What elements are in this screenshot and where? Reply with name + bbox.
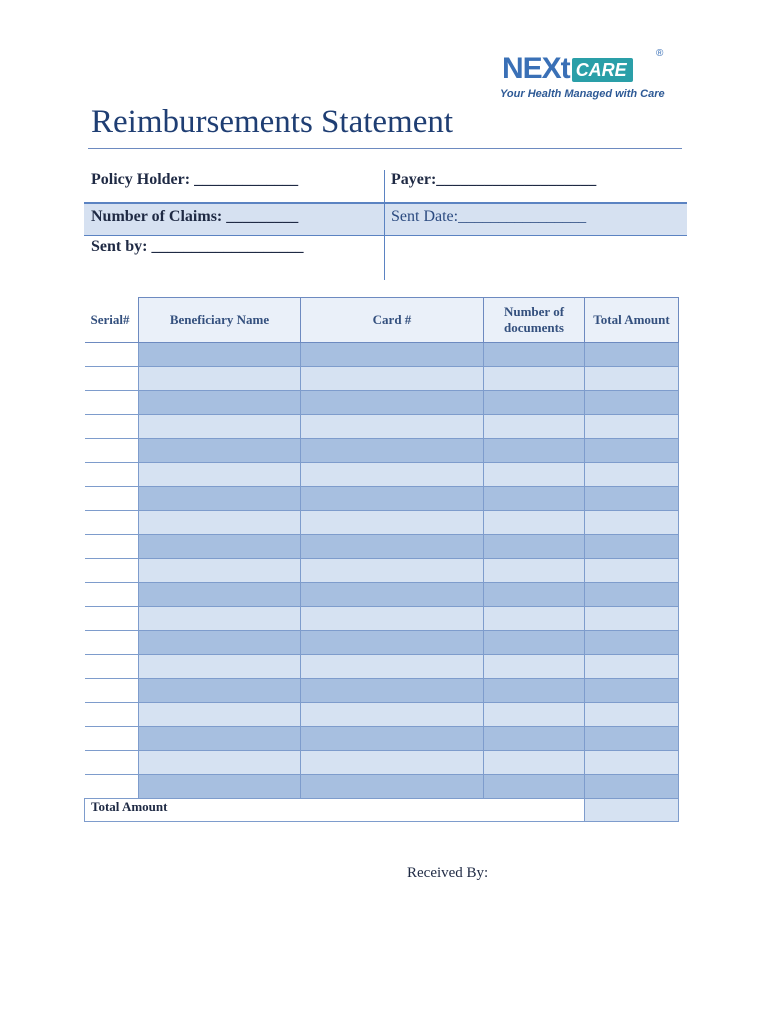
total-amount-label: Total Amount [85, 799, 585, 822]
table-row [85, 559, 679, 583]
cell-beneficiary-name[interactable] [139, 655, 301, 679]
column-header-serial: Serial# [85, 298, 139, 343]
cell-number-of-documents[interactable] [484, 511, 585, 535]
table-row [85, 511, 679, 535]
table-row [85, 415, 679, 439]
cell-card[interactable] [301, 343, 484, 367]
cell-number-of-documents[interactable] [484, 391, 585, 415]
cell-serial[interactable] [85, 775, 139, 799]
table-row [85, 655, 679, 679]
cell-total-amount[interactable] [585, 751, 679, 775]
cell-number-of-documents[interactable] [484, 679, 585, 703]
cell-total-amount[interactable] [585, 679, 679, 703]
cell-serial[interactable] [85, 511, 139, 535]
cell-card[interactable] [301, 703, 484, 727]
cell-card[interactable] [301, 583, 484, 607]
cell-beneficiary-name[interactable] [139, 463, 301, 487]
claims-table [84, 297, 679, 822]
cell-beneficiary-name[interactable] [139, 391, 301, 415]
info-row-1 [84, 166, 687, 202]
cell-card[interactable] [301, 727, 484, 751]
cell-beneficiary-name[interactable] [139, 439, 301, 463]
cell-number-of-documents[interactable] [484, 343, 585, 367]
cell-serial[interactable] [85, 343, 139, 367]
cell-serial[interactable] [85, 679, 139, 703]
cell-card[interactable] [301, 511, 484, 535]
cell-beneficiary-name[interactable] [139, 583, 301, 607]
cell-serial[interactable] [85, 583, 139, 607]
cell-beneficiary-name[interactable] [139, 775, 301, 799]
cell-serial[interactable] [85, 727, 139, 751]
cell-total-amount[interactable] [585, 463, 679, 487]
cell-beneficiary-name[interactable] [139, 367, 301, 391]
claims-table-body [85, 343, 679, 799]
cell-total-amount[interactable] [585, 439, 679, 463]
cell-card[interactable] [301, 607, 484, 631]
info-row-2 [84, 202, 687, 236]
cell-total-amount[interactable] [585, 775, 679, 799]
table-row [85, 535, 679, 559]
cell-number-of-documents[interactable] [484, 559, 585, 583]
cell-total-amount[interactable] [585, 367, 679, 391]
cell-serial[interactable] [85, 751, 139, 775]
table-row [85, 583, 679, 607]
payer-field[interactable]: Payer:____________________ [391, 171, 597, 188]
cell-card[interactable] [301, 367, 484, 391]
cell-serial[interactable] [85, 631, 139, 655]
cell-card[interactable] [301, 679, 484, 703]
policy-holder-field[interactable]: Policy Holder: _____________ [91, 171, 299, 188]
cell-number-of-documents[interactable] [484, 487, 585, 511]
sent-date-field[interactable]: Sent Date:________________ [391, 208, 587, 225]
cell-total-amount[interactable] [585, 607, 679, 631]
cell-serial[interactable] [85, 487, 139, 511]
cell-card[interactable] [301, 535, 484, 559]
registered-mark: ® [656, 48, 664, 59]
cell-beneficiary-name[interactable] [139, 679, 301, 703]
table-row [85, 343, 679, 367]
cell-total-amount[interactable] [585, 415, 679, 439]
cell-number-of-documents[interactable] [484, 367, 585, 391]
cell-total-amount[interactable] [585, 487, 679, 511]
table-row [85, 463, 679, 487]
cell-number-of-documents[interactable] [484, 655, 585, 679]
column-header-number-of-documents: Number of documents [484, 298, 585, 343]
cell-number-of-documents[interactable] [484, 727, 585, 751]
page-title: Reimbursements Statement [91, 104, 454, 140]
info-row-3 [84, 236, 687, 280]
cell-number-of-documents[interactable] [484, 775, 585, 799]
column-header-beneficiary-name: Beneficiary Name [139, 298, 301, 343]
cell-total-amount[interactable] [585, 703, 679, 727]
logo-brand-main: NEXt [502, 52, 570, 85]
cell-card[interactable] [301, 775, 484, 799]
cell-card[interactable] [301, 631, 484, 655]
logo-tagline: Your Health Managed with Care [500, 88, 665, 100]
cell-card[interactable] [301, 655, 484, 679]
cell-total-amount[interactable] [585, 655, 679, 679]
table-row [85, 727, 679, 751]
cell-number-of-documents[interactable] [484, 415, 585, 439]
cell-total-amount[interactable] [585, 583, 679, 607]
cell-number-of-documents[interactable] [484, 583, 585, 607]
cell-beneficiary-name[interactable] [139, 511, 301, 535]
cell-beneficiary-name[interactable] [139, 487, 301, 511]
cell-serial[interactable] [85, 415, 139, 439]
cell-beneficiary-name[interactable] [139, 535, 301, 559]
sent-by-field[interactable]: Sent by: ___________________ [91, 238, 304, 255]
table-row [85, 775, 679, 799]
cell-total-amount[interactable] [585, 631, 679, 655]
cell-serial[interactable] [85, 535, 139, 559]
table-row [85, 487, 679, 511]
cell-serial[interactable] [85, 439, 139, 463]
title-divider [88, 148, 682, 149]
table-row [85, 751, 679, 775]
cell-serial[interactable] [85, 655, 139, 679]
cell-beneficiary-name[interactable] [139, 751, 301, 775]
column-header-card: Card # [301, 298, 484, 343]
table-row [85, 703, 679, 727]
cell-serial[interactable] [85, 703, 139, 727]
cell-total-amount[interactable] [585, 727, 679, 751]
cell-number-of-documents[interactable] [484, 703, 585, 727]
table-row [85, 391, 679, 415]
received-by-label: Received By: [407, 865, 489, 881]
cell-beneficiary-name[interactable] [139, 343, 301, 367]
table-row [85, 439, 679, 463]
cell-number-of-documents[interactable] [484, 535, 585, 559]
cell-total-amount[interactable] [585, 559, 679, 583]
cell-number-of-documents[interactable] [484, 439, 585, 463]
cell-total-amount[interactable] [585, 511, 679, 535]
cell-card[interactable] [301, 439, 484, 463]
cell-card[interactable] [301, 487, 484, 511]
cell-beneficiary-name[interactable] [139, 559, 301, 583]
logo-wordmark [502, 52, 633, 86]
cell-card[interactable] [301, 463, 484, 487]
cell-beneficiary-name[interactable] [139, 727, 301, 751]
table-row [85, 631, 679, 655]
number-of-claims-field[interactable]: Number of Claims: _________ [91, 208, 299, 225]
cell-serial[interactable] [85, 463, 139, 487]
company-logo [498, 48, 673, 106]
cell-number-of-documents[interactable] [484, 463, 585, 487]
cell-serial[interactable] [85, 367, 139, 391]
cell-serial[interactable] [85, 391, 139, 415]
cell-beneficiary-name[interactable] [139, 415, 301, 439]
table-row [85, 679, 679, 703]
column-header-total-amount: Total Amount [585, 298, 679, 343]
cell-card[interactable] [301, 559, 484, 583]
cell-number-of-documents[interactable] [484, 751, 585, 775]
cell-total-amount[interactable] [585, 535, 679, 559]
info-column-divider [384, 170, 385, 280]
total-row [85, 799, 679, 822]
cell-beneficiary-name[interactable] [139, 703, 301, 727]
cell-total-amount[interactable] [585, 391, 679, 415]
cell-serial[interactable] [85, 559, 139, 583]
cell-total-amount[interactable] [585, 343, 679, 367]
cell-card[interactable] [301, 751, 484, 775]
cell-beneficiary-name[interactable] [139, 631, 301, 655]
table-row [85, 607, 679, 631]
cell-number-of-documents[interactable] [484, 631, 585, 655]
logo-brand-care: CARE [572, 58, 633, 82]
table-header-row [85, 298, 679, 343]
total-amount-value-cell[interactable] [585, 799, 679, 822]
cell-beneficiary-name[interactable] [139, 607, 301, 631]
cell-card[interactable] [301, 391, 484, 415]
cell-number-of-documents[interactable] [484, 607, 585, 631]
cell-card[interactable] [301, 415, 484, 439]
cell-serial[interactable] [85, 607, 139, 631]
table-row [85, 367, 679, 391]
